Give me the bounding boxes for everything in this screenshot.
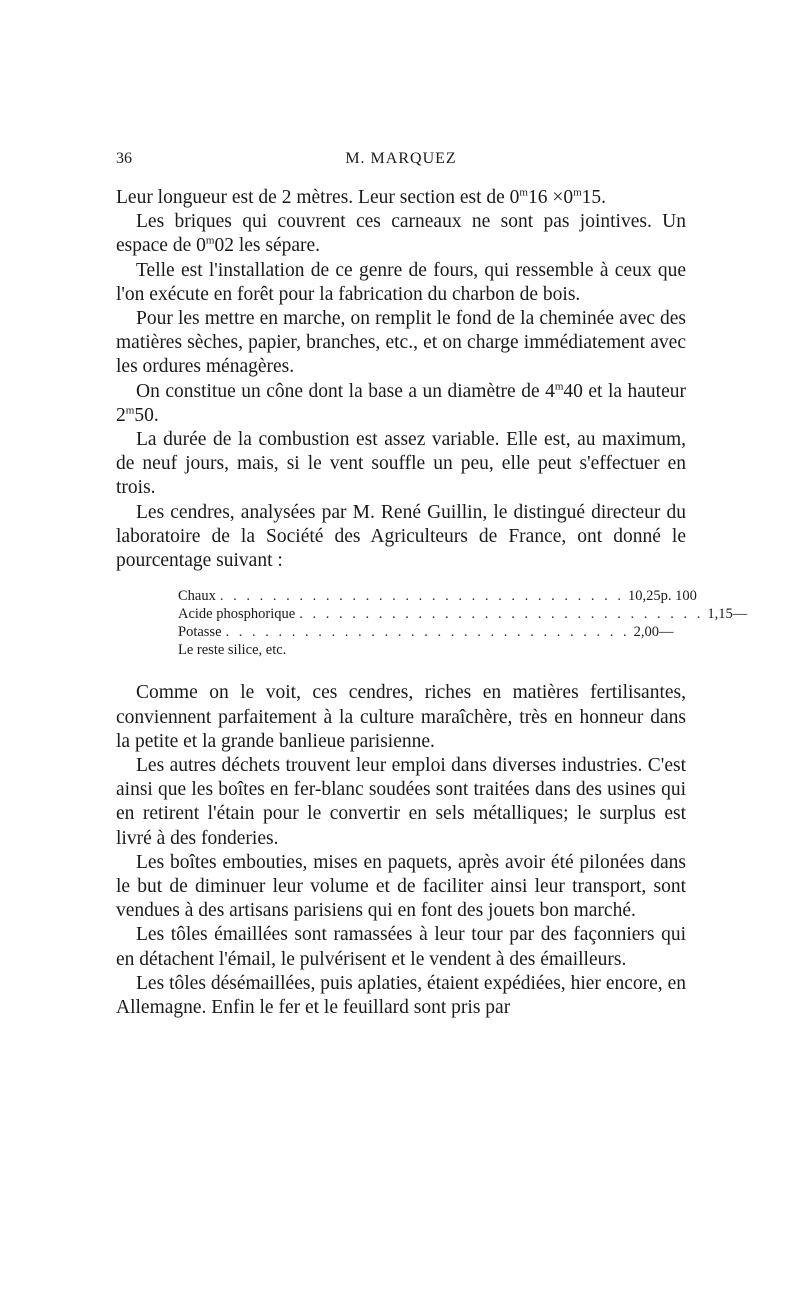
table-row	[178, 588, 697, 606]
leader-dots: . . . . . . . . . . . . . . . . . . . . . . . . . . . . . . .	[225, 623, 630, 640]
row-value: 10,25	[627, 588, 661, 605]
running-title: M. MARQUEZ	[345, 150, 457, 167]
paragraph-startup: Pour les mettre en marche, on remplit le fond de la cheminée avec des matières sèches, papier, branches, etc., et on charge immédiatement avec les ordures ménagères.	[116, 308, 686, 378]
table-row	[178, 623, 674, 642]
paragraph-cone: On constitue un cône dont la base a un diamètre de 4$^m$40 et la hauteur 2$^m$50.	[116, 380, 686, 426]
page-header	[116, 150, 686, 176]
row-unit: —	[732, 606, 748, 623]
leader-dots: . . . . . . . . . . . . . . . . . . . . . . . . . . . . . . .	[219, 588, 624, 605]
paragraph-combustion: La durée de la combustion est assez variable. Elle est, au maximum, de neuf jours, mais, si le vent souffle un peu, elle peut s'effectuer en trois.	[116, 429, 686, 499]
paragraph-stamped-cans: Les boîtes embouties, mises en paquets, après avoir été pilonées dans le but de diminuer leur volume et de faciliter ainsi leur transport, sont vendues à des artisans parisiens qui en font des jouets bon marché.	[116, 851, 686, 922]
page-number: 36	[116, 150, 132, 167]
paragraph-de-enameled: Les tôles désémaillées, puis aplaties, étaient expédiées, hier encore, en Allemagne. Enfin le fer et le feuillard sont pris par	[116, 972, 686, 1019]
paragraph-section-dimensions: Leur longueur est de 2 mètres. Leur section est de $0^m16 \times 0^m15$.	[116, 186, 607, 208]
row-value: 1,15	[707, 606, 733, 623]
analysis-table	[178, 588, 748, 659]
row-unit: —	[659, 623, 674, 640]
paragraph-bricks: Les briques qui couvrent ces carneaux ne sont pas jointives. Un espace de 0$^m$02 les sépare.	[116, 211, 686, 257]
row-value: 2,00	[633, 623, 659, 640]
row-label: Acide phosphorique	[178, 606, 296, 623]
body-text	[116, 186, 748, 1020]
row-unit: p. 100	[660, 588, 697, 605]
paragraph-tin-cans: Les autres déchets trouvent leur emploi dans diverses industries. C'est ainsi que les boîtes en fer-blanc soudées sont traitées dans des usines qui en retirent l'étain pour le convertir en sels métalliques; le surplus est livré à des fonderies.	[116, 755, 686, 849]
paragraph-fertilizer: Comme on le voit, ces cendres, riches en matières fertilisantes, conviennent parfaitement à la culture maraîchère, très en honneur dans la petite et la grande banlieue parisienne.	[116, 682, 686, 752]
paragraph-ashes: Les cendres, analysées par M. René Guillin, le distingué directeur du laboratoire de la Société des Agriculteurs de France, ont donné le pourcentage suivant :	[116, 501, 686, 572]
paragraph-installation: Telle est l'installation de ce genre de fours, qui ressemble à ceux que l'on exécute en forêt pour la fabrication du charbon de bois.	[116, 259, 686, 305]
table-row	[178, 606, 748, 624]
paragraph-enamel: Les tôles émaillées sont ramassées à leur tour par des façonniers qui en détachent l'émail, le pulvérisent et le vendent à des émailleurs.	[116, 924, 686, 970]
row-label: Potasse	[178, 623, 222, 640]
row-label: Chaux	[178, 588, 216, 605]
table-footer: Le reste silice, etc.	[178, 641, 287, 658]
leader-dots: . . . . . . . . . . . . . . . . . . . . . . . . . . . . . . .	[299, 606, 704, 623]
